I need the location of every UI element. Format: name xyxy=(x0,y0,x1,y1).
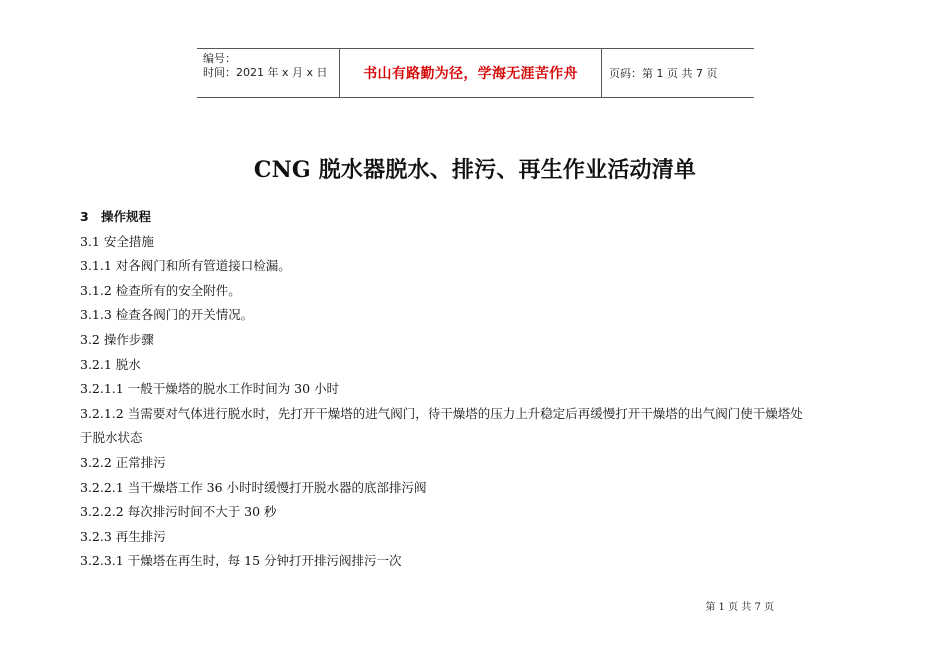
header-meta-cell xyxy=(197,49,339,97)
body-line: 3.1 安全措施 xyxy=(80,233,154,249)
document-body xyxy=(80,205,880,574)
document-title: CNG 脱水器脱水、排污、再生作业活动清单 xyxy=(253,157,697,183)
header-table xyxy=(197,48,754,98)
document-number-label: 编号： xyxy=(203,52,236,65)
body-line: 3.1.3 检查各阀门的开关情况。 xyxy=(80,307,254,323)
body-line: 3.2.2.1 当干燥塔工作 36 小时时缓慢打开脱水器的底部排污阀 xyxy=(80,479,427,495)
header-page-cell xyxy=(602,49,754,97)
body-line: 3.2.1.1 一般干燥塔的脱水工作时间为 30 小时 xyxy=(80,381,340,397)
body-line: 3.1.1 对各阀门和所有管道接口检漏。 xyxy=(80,258,291,274)
body-line: 3.2 操作步骤 xyxy=(80,331,154,347)
body-line: 3.2.2.2 每次排污时间不大于 30 秒 xyxy=(80,504,277,520)
section-number: 3 xyxy=(80,209,89,224)
header-motto-cell xyxy=(339,49,602,97)
body-line: 3.1.2 检查所有的安全附件。 xyxy=(80,282,241,298)
section-title: 操作规程 xyxy=(101,209,152,224)
body-line: 3.2.1 脱水 xyxy=(80,356,141,372)
body-line: 3.2.3 再生排污 xyxy=(80,528,166,544)
body-line: 于脱水状态 xyxy=(80,430,143,446)
body-line: 3.2.3.1 干燥塔在再生时，每 15 分钟打开排污阀排污一次 xyxy=(80,553,402,569)
header-motto: 书山有路勤为径，学海无涯苦作舟 xyxy=(363,66,578,82)
header-page-info: 页码：第 1 页 共 7 页 xyxy=(609,67,718,80)
body-line: 3.2.1.2 当需要对气体进行脱水时，先打开干燥塔的进气阀门，待干燥塔的压力上升稳定后再缓慢打开干燥塔的出气阀门使干燥塔处 xyxy=(80,405,803,421)
section-heading xyxy=(80,205,880,230)
document-time-label: 时间：2021 年 x 月 x 日 xyxy=(203,66,328,79)
footer-page-number: 第 1 页 共 7 页 xyxy=(705,602,774,613)
body-line: 3.2.2 正常排污 xyxy=(80,454,166,470)
